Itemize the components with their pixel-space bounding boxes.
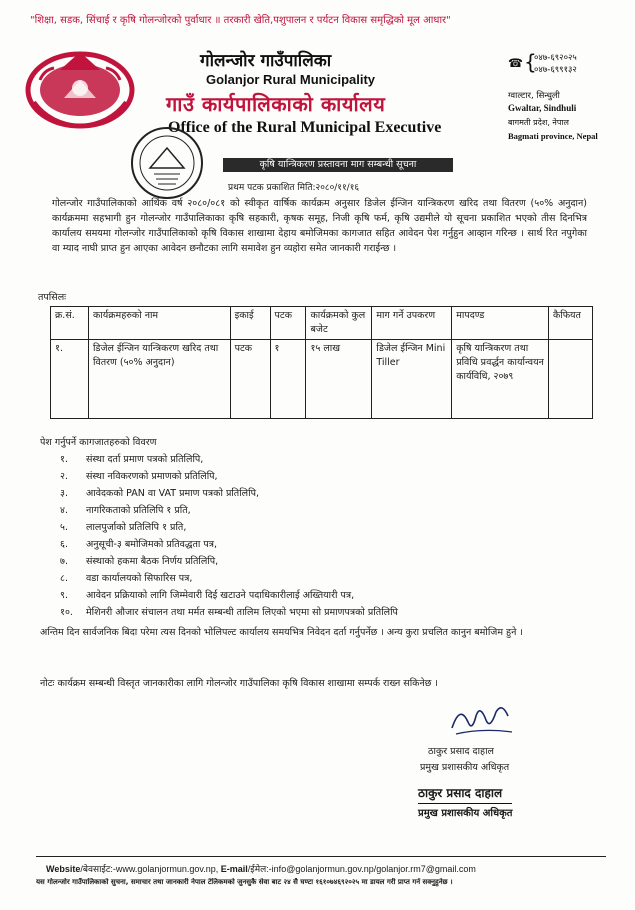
signatory-name: ठाकुर प्रसाद दाहाल [428,746,494,757]
list-item: ७. संस्थाको हकमा बैठक निर्णय प्रतिलिपि, [60,556,219,567]
col-header-equipment: माग गर्ने उपकरण [372,307,452,340]
province-en: Bagmati province, Nepal [508,131,598,141]
table-header-row [51,307,593,340]
program-table [50,306,593,419]
footer-contact [46,862,476,875]
notice-title: कृषि यान्त्रिकरण प्रस्तावना माग सम्बन्धी सूचना [223,158,453,172]
col-header-unit: इकाई [230,307,270,340]
footer-divider [36,856,606,857]
municipality-emblem-icon [20,40,140,132]
signature-icon [446,698,516,742]
cell-remarks [548,340,592,419]
list-item: ८. वडा कार्यालयको सिफारिस पत्र, [60,573,193,584]
org-name-np: गोलन्जोर गाउँपालिका [200,51,332,71]
table-row [51,340,593,419]
note-text: नोटः कार्यक्रम सम्बन्धी विस्तृत जानकारीका लागि गोलन्जोर गाउँपालिका कृषि विकास शाखामा सम्पर्क राख्न सकिनेछ । [40,678,439,689]
list-item: २. संस्था नविकरणको प्रमाणको प्रतिलिपि, [60,471,218,482]
name-stamp [418,784,553,820]
documents-list [60,451,398,621]
list-item: ९. आवेदन प्रक्रियाको लागि जिम्मेवारी दिई खटाउने पदाधिकारीलाई अख्तियारी पत्र, [60,590,355,601]
footer-note: यस गोलन्जोर गाउँपालिकाको सुचना, समाचार तथा जानकारी नेपाल टेलिकमको जुनसुकै सेवा बाट २४ सै घण्टा १६१०७४६९२०२५ मा डायल गरी प्राप्त गर्न सक्नुहुनेछ । [36,878,453,886]
website-link[interactable]: /बेवसाईट:-www.golanjormun.gov.np, [80,864,219,874]
cell-sn: १. [51,340,89,419]
address-en: Gwaltar, Sindhuli [508,103,577,113]
org-name-en: Golanjor Rural Municipality [206,72,376,87]
cell-unit: पटक [230,340,270,419]
email-link[interactable]: /ईमेल:-info@golanjormun.gov.np/golanjor.rm7@gmail.com [247,864,476,874]
brace-glyph: { [524,50,537,74]
cell-budget: १५ लाख [306,340,372,419]
stamp-name: ठाकुर प्रसाद दाहाल [418,786,503,800]
email-label: E-mail [220,864,248,874]
phone-number-1: ०४७-६९२०२५ [534,53,577,63]
documents-heading: पेश गर्नुपर्ने कागजातहरुको विवरण [40,437,157,448]
notice-body: गोलन्जोर गाउँपालिकाको आर्थिक वर्ष २०८०/०८१ को स्वीकृत वार्षिक कार्यक्रम अनुसार डिजेल ईन्जिन यान्त्रिकरण खरिद तथा वितरण (५०% अनुदान) कार्यक्रममा सहभागी हुन गोलन्जोर गाउँपालिकाका कृषि सहकारी, कृषक समूह, निजी कृषि फर्म, कृषि उद्यमीले यो सूचना प्रकाशित भएको तीस दिनभित्र कार्यालय समयमा गोलन्जोर गाउँपालिकाको कृषि विकास शाखामा देहाय बमोजिमका कागजात सहित आवेदन पेश गर्नुहुन आव्हान गरिन्छ । सार्थ रित नपुगेका वा म्याद नाघी प्राप्त हुन आएका आवेदन छनौटका लागि समावेश हुन व्यहोरा समेत जानकारी गराईन्छ । [52,198,587,254]
signatory-title: प्रमुख प्रशासकीय अधिकृत [420,762,510,773]
list-item: ५. लालपुर्जाको प्रतिलिपि १ प्रति, [60,522,187,533]
office-name-np: गाउँ कार्यपालिकाको कार्यालय [166,92,386,116]
phone-number-2: ०४७-६९९१३२ [534,65,577,75]
stamp-title: प्रमुख प्रशासकीय अधिकृत [418,803,512,819]
list-item: ३. आवेदकको PAN वा VAT प्रमाण पत्रको प्रतिलिपि, [60,488,260,499]
cell-criteria: कृषि यान्त्रिकरण तथा प्रविधि प्रवर्द्धन कार्यान्वयन कार्यविधि, २०७९ [452,340,549,419]
col-header-times: पटक [270,307,306,340]
col-header-budget: कार्यक्रमको कुल बजेट [306,307,372,340]
col-header-criteria: मापदण्ड [452,307,549,340]
col-header-remarks: कैफियत [548,307,592,340]
details-label: तपसिलः [38,292,67,303]
phone-icon: ☎ [508,56,523,70]
address-np: ग्वाल्टार, सिन्धुली [508,91,560,101]
cell-equipment: डिजेल ईन्जिन Mini Tiller [372,340,452,419]
cell-times: १ [270,340,306,419]
cell-program: डिजेल ईन्जिन यान्त्रिकरण खरिद तथा वितरण (५०% अनुदान) [88,340,230,419]
tagline: "शिक्षा, सडक, सिंचाई र कृषि गोलन्जोरको पुर्वाधार ॥ तरकारी खेति,पशुपालन र पर्यटन विकास समृद्धिको मूल आधार" [30,15,451,26]
list-item: १०. मेशिनरी औजार संचालन तथा मर्मत सम्बन्धी तालिम लिएको भएमा सो प्रमाणपत्रको प्रतिलिपि [60,607,398,618]
closing-text: अन्तिम दिन सार्वजनिक बिदा परेमा त्यस दिनको भोलिपल्ट कार्यालय समयभित्र निवेदन दर्ता गर्नुपर्नेछ । अन्य कुरा प्रचलित कानुन बमोजिम हुने । [40,627,523,638]
list-item: १. संस्था दर्ता प्रमाण पत्रको प्रतिलिपि, [60,454,204,465]
office-seal-icon [128,124,206,202]
list-item: ४. नागरिकताको प्रतिलिपि १ प्रति, [60,505,191,516]
col-header-sn: क्र.सं. [51,307,89,340]
province-np: बागमती प्रदेश, नेपाल [508,118,569,127]
website-label: Website [46,864,81,874]
list-item: ६. अनुसूची-३ बमोजिमको प्रतिवद्धता पत्र, [60,539,218,550]
publish-date: प्रथम पटक प्रकाशित मिति:२०८०/११/१६ [228,183,360,193]
col-header-program: कार्यक्रमहरुको नाम [88,307,230,340]
office-name-en: Office of the Rural Municipal Executive [168,119,442,136]
